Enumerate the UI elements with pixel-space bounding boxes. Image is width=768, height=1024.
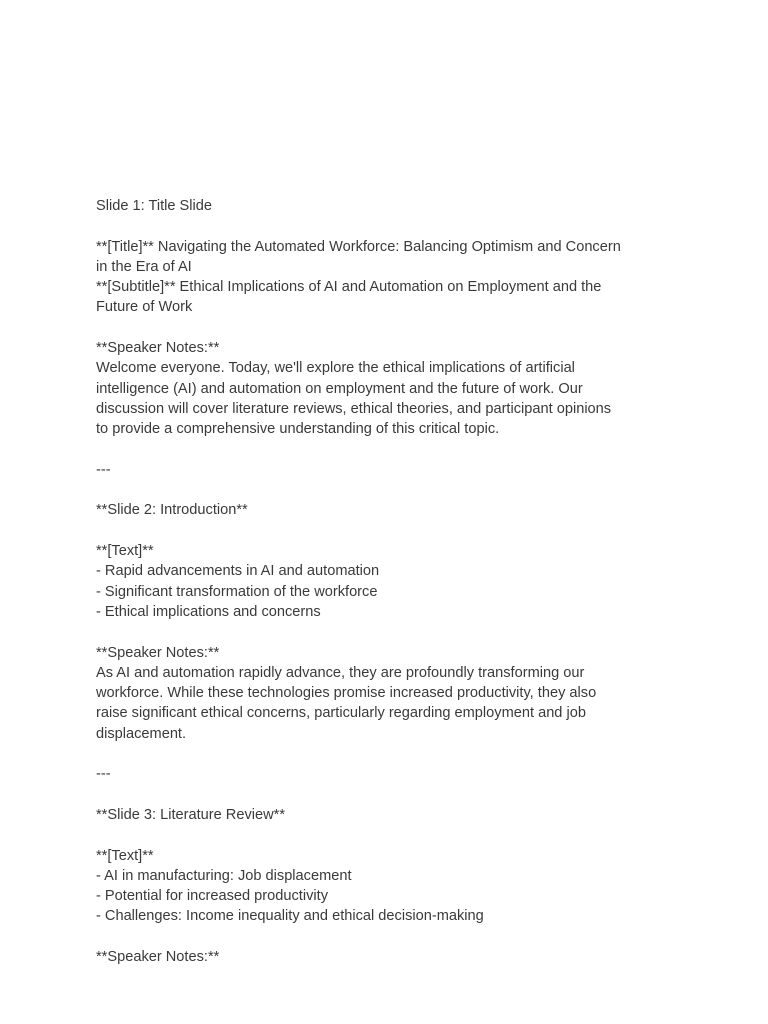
blank-line bbox=[96, 318, 686, 338]
slide2-heading: **Slide 2: Introduction** bbox=[96, 502, 248, 519]
slide1-notes-line: Welcome everyone. Today, we'll explore the ethical implications of artificial bbox=[96, 360, 575, 377]
slide2-notes-line: As AI and automation rapidly advance, they are profoundly transforming our bbox=[96, 664, 585, 681]
slide1-notes-line: intelligence (AI) and automation on employment and the future of work. Our bbox=[96, 380, 583, 397]
slide1-title-line-2: in the Era of AI bbox=[96, 258, 192, 275]
slide2-notes-line: raise significant ethical concerns, particularly regarding employment and job bbox=[96, 705, 586, 722]
blank-line bbox=[96, 480, 686, 500]
separator: --- bbox=[96, 766, 111, 783]
blank-line bbox=[96, 927, 686, 947]
slide1-notes-line: discussion will cover literature reviews, ethical theories, and participant opinions bbox=[96, 400, 612, 417]
separator: --- bbox=[96, 461, 111, 478]
slide2-notes-line: displacement. bbox=[96, 725, 187, 742]
blank-line bbox=[96, 825, 686, 845]
slide1-notes-line: to provide a comprehensive understanding of this critical topic. bbox=[96, 421, 500, 438]
slide1-subtitle-line-1: **[Subtitle]** Ethical Implications of AI and Automation on Employment and the bbox=[96, 279, 602, 296]
slide2-text-label: **[Text]** bbox=[96, 543, 154, 560]
slide3-notes-label: **Speaker Notes:** bbox=[96, 948, 220, 965]
slide2-bullet: - Rapid advancements in AI and automation bbox=[96, 563, 380, 580]
slide3-heading: **Slide 3: Literature Review** bbox=[96, 806, 286, 823]
slide1-title-line-1: **[Title]** Navigating the Automated Workforce: Balancing Optimism and Concern bbox=[96, 238, 621, 255]
blank-line bbox=[96, 440, 686, 460]
slide2-bullet: - Ethical implications and concerns bbox=[96, 603, 321, 620]
slide1-subtitle-line-2: Future of Work bbox=[96, 299, 193, 316]
slide2-notes-line: workforce. While these technologies promise increased productivity, they also bbox=[96, 685, 597, 702]
blank-line bbox=[96, 622, 686, 642]
slide1-heading: Slide 1: Title Slide bbox=[96, 198, 213, 214]
blank-line bbox=[96, 744, 686, 764]
blank-line bbox=[96, 785, 686, 805]
blank-line bbox=[96, 521, 686, 541]
blank-line bbox=[96, 216, 686, 236]
slide2-bullet: - Significant transformation of the workforce bbox=[96, 583, 378, 600]
slide3-bullet: - Challenges: Income inequality and ethical decision-making bbox=[96, 908, 484, 925]
slide2-notes-label: **Speaker Notes:** bbox=[96, 644, 220, 661]
slide3-bullet: - Potential for increased productivity bbox=[96, 888, 328, 905]
document-page bbox=[96, 196, 686, 967]
slide3-bullet: - AI in manufacturing: Job displacement bbox=[96, 867, 352, 884]
slide1-notes-label: **Speaker Notes:** bbox=[96, 340, 220, 357]
slide3-text-label: **[Text]** bbox=[96, 847, 154, 864]
